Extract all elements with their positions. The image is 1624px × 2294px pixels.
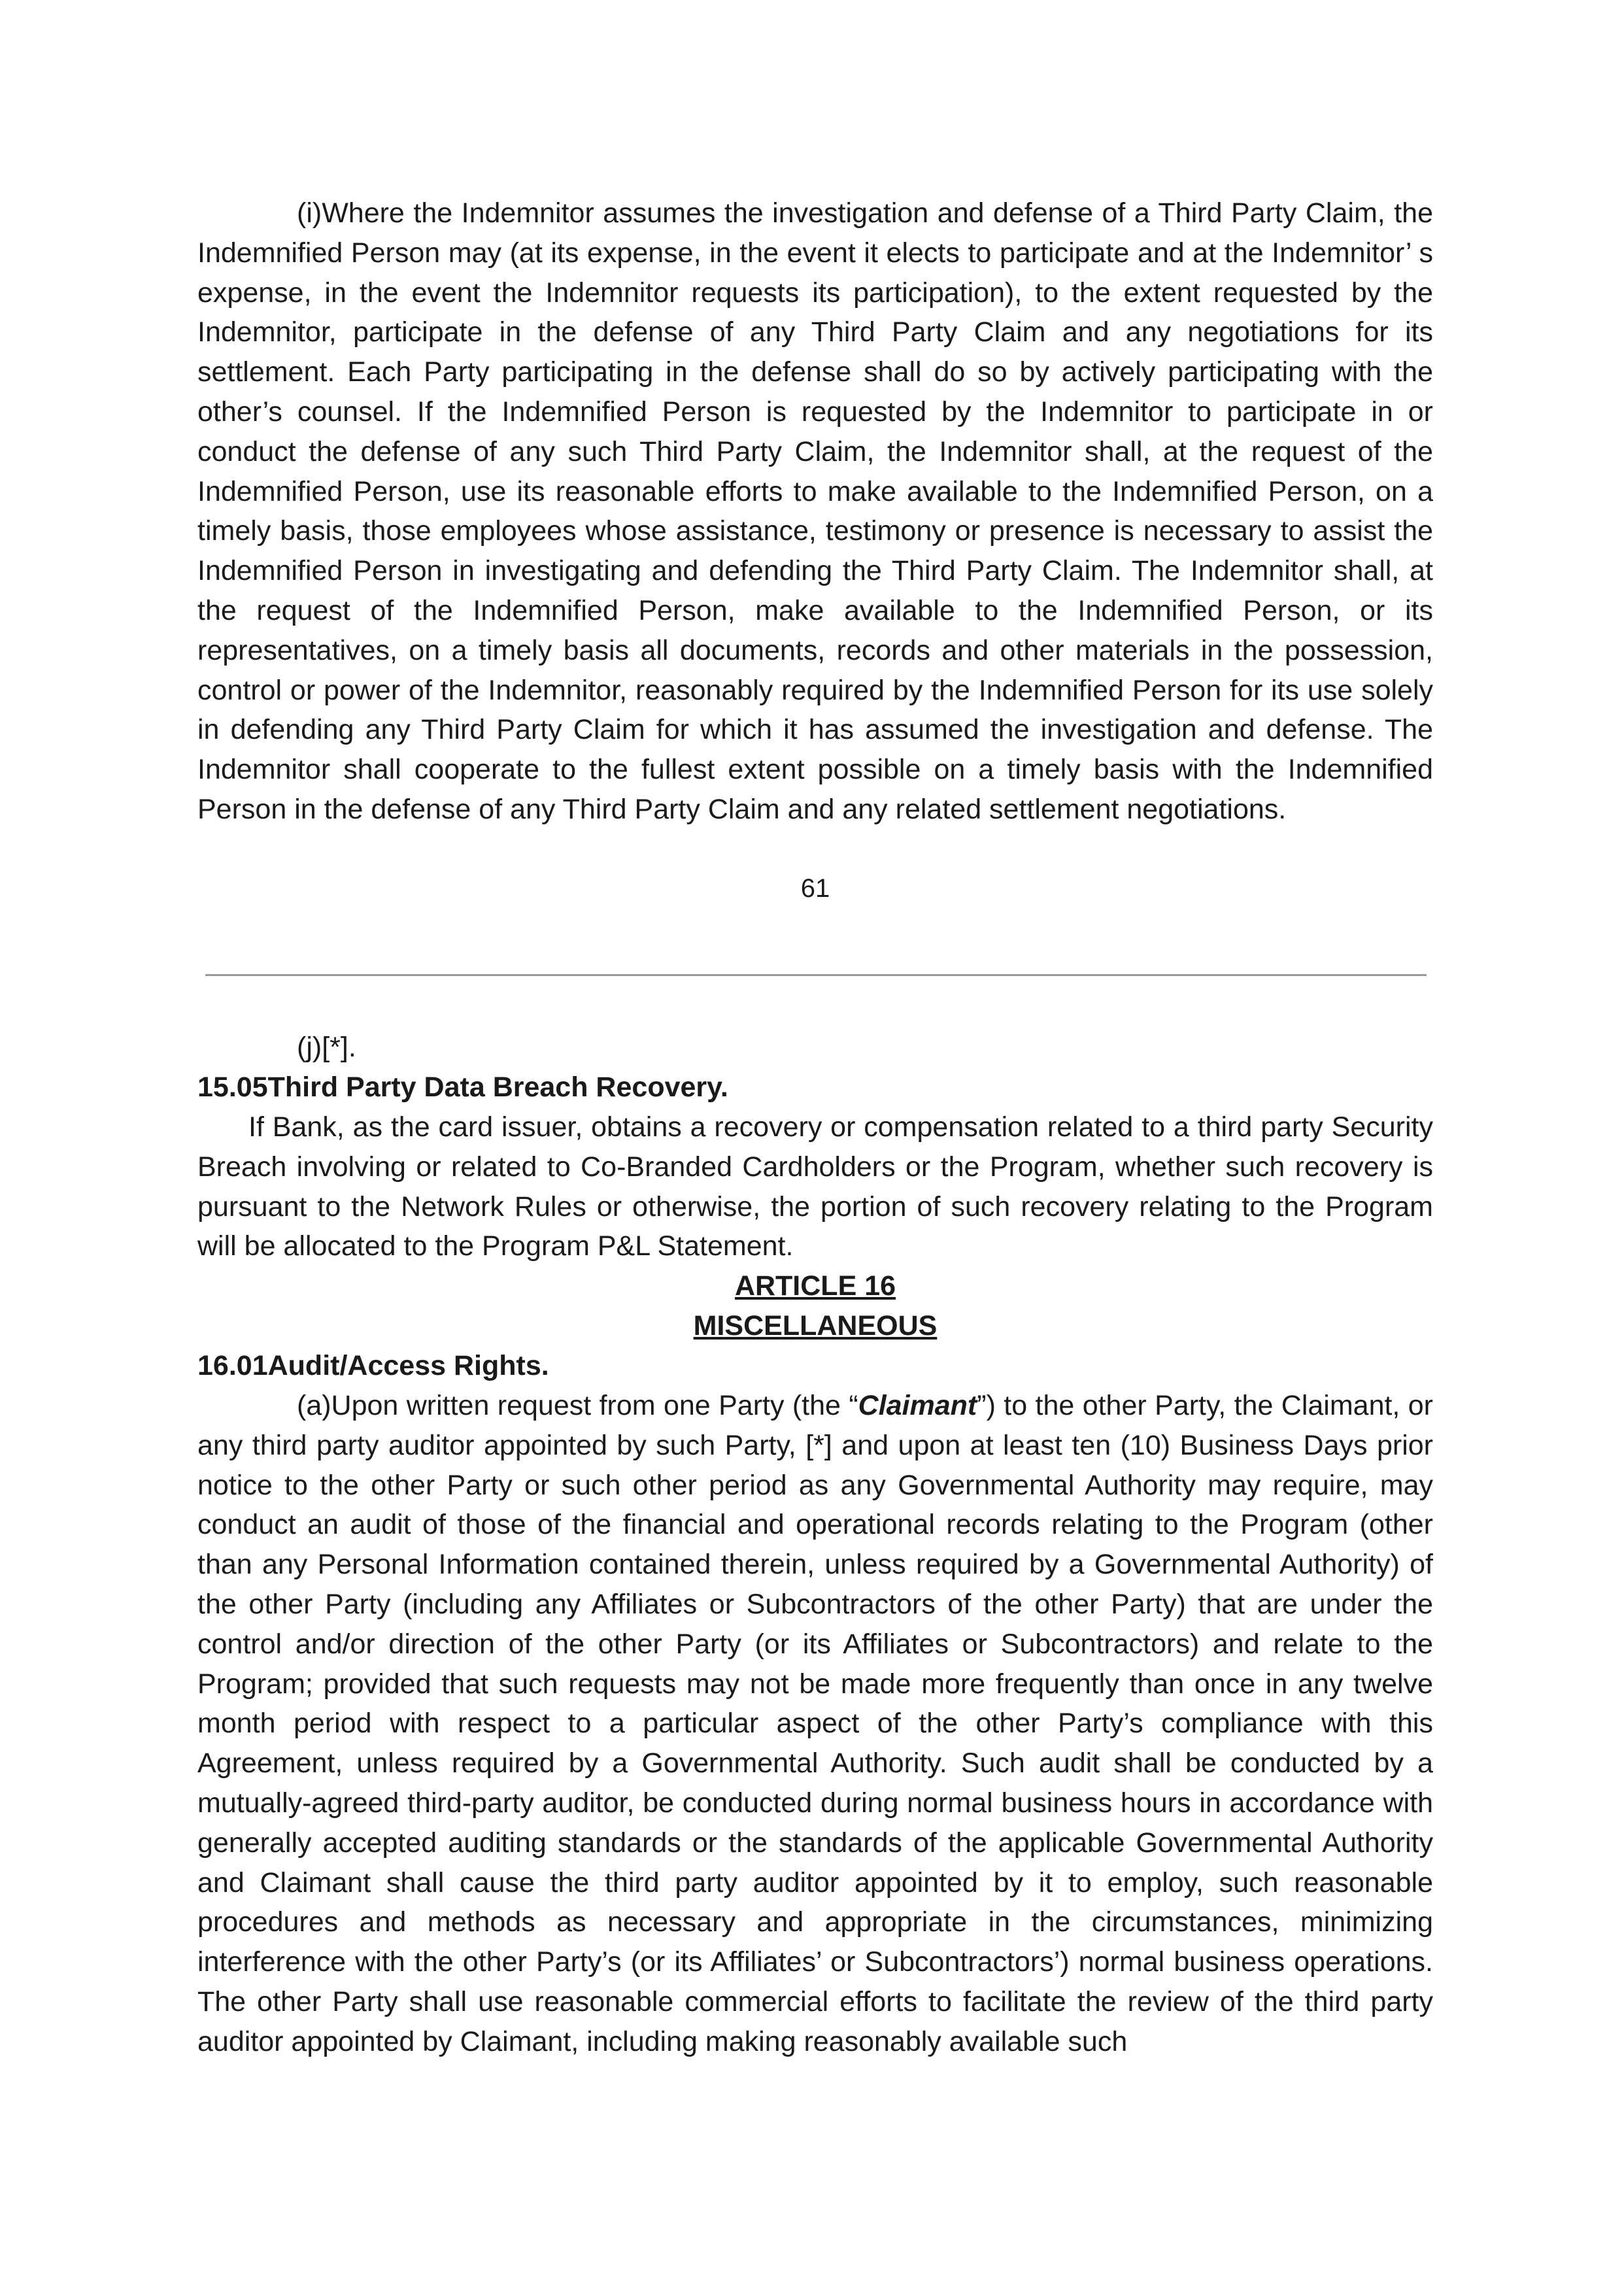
- paragraph-a: [197, 1386, 1433, 2062]
- section-16-01-heading: 16.01Audit/Access Rights.: [197, 1350, 549, 1381]
- claimant-defined-term: Claimant: [858, 1390, 977, 1421]
- section-15-05-heading: 15.05Third Party Data Breach Recovery.: [197, 1071, 728, 1103]
- article-title: [197, 1306, 1433, 1346]
- paragraph-i: (i)Where the Indemnitor assumes the investigation and defense of a Third Party Claim, the Indemnified Person may (at its expense, in the event it elects to participate and at the Indemnitor’ s expense, in the event the Indemnitor requests its participation), to the extent requested by the Indemnitor, participate in the defense of any Third Party Claim and any negotiations for its settlement. Each Party participating in the defense shall do so by actively participating with the other’s counsel. If the Indemnified Person is requested by the Indemnitor to participate in or conduct the defense of any such Third Party Claim, the Indemnitor shall, at the request of the Indemnified Person, use its reasonable efforts to make available to the Indemnified Person, on a timely basis, those employees whose assistance, testimony or presence is necessary to assist the Indemnified Person in investigating and defending the Third Party Claim. The Indemnitor shall, at the request of the Indemnified Person, make available to the Indemnified Person, or its representatives, on a timely basis all documents, records and other materials in the possession, control or power of the Indemnitor, reasonably required by the Indemnified Person for its use solely in defending any Third Party Claim for which it has assumed the investigation and defense. The Indemnitor shall cooperate to the fullest extent possible on a timely basis with the Indemnified Person in the defense of any Third Party Claim and any related settlement negotiations.: [197, 197, 1433, 825]
- page-number: 61: [800, 874, 830, 903]
- article-title-text: MISCELLANEOUS: [693, 1310, 938, 1341]
- paragraph-a-rest: ”) to the other Party, the Claimant, or any third party auditor appointed by such Party, [*] and upon at least ten (10) Business Days prior notice to the other Party or such other period as any Governmental Authority may require, may conduct an audit of those of the financial and operational records relating to the Program (other than any Personal Information contained therein, unless required by a Governmental Authority) of the other Party (including any Affiliates or Subcontractors of the other Party) that are under the control and/or direction of the other Party (or its Affiliates or Subcontractors) and relate to the Program; provided that such requests may not be made more frequently than once in any twelve month period with respect to a particular aspect of the other Party’s compliance with this Agreement, unless required by a Governmental Authority. Such audit shall be conducted by a mutually-agreed third-party auditor, be conducted during normal business hours in accordance with generally accepted auditing standards or the standards of the applicable Governmental Authority and Claimant shall cause the third party auditor appointed by it to employ, such reasonable procedures and methods as necessary and appropriate in the circumstances, minimizing interference with the other Party’s (or its Affiliates’ or Subcontractors’) normal business operations. The other Party shall use reasonable commercial efforts to facilitate the review of the third party auditor appointed by Claimant, including making reasonably available such: [197, 1390, 1433, 2057]
- paragraph-j: (j)[*].: [297, 1032, 356, 1063]
- paragraph-a-start: (a)Upon written request from one Party (the “: [297, 1390, 858, 1421]
- page-divider: [205, 974, 1427, 976]
- section-15-05-body: If Bank, as the card issuer, obtains a recovery or compensation related to a third party Security Breach involving or related to Co-Branded Cardholders or the Program, whether such recovery is pursuant to the Network Rules or otherwise, the portion of such recovery relating to the Program will be allocated to the Program P&L Statement.: [197, 1111, 1433, 1262]
- article-number-text: ARTICLE 16: [734, 1270, 896, 1302]
- article-number: [197, 1266, 1433, 1306]
